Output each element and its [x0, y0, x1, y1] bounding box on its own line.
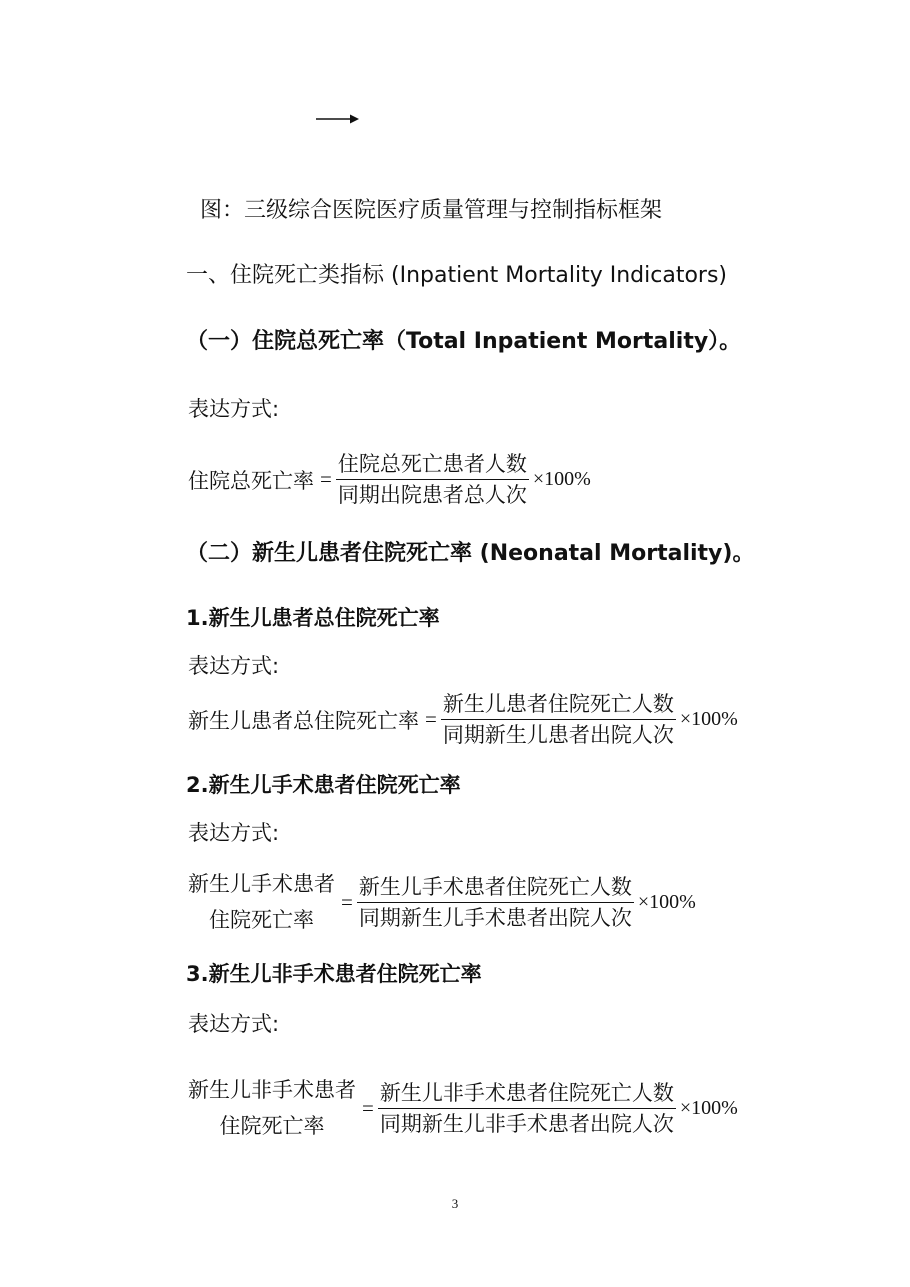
formula-neonatal-surgical-mortality: [188, 866, 696, 938]
expression-label: 表达方式:: [188, 1012, 280, 1036]
formula-fraction: [336, 449, 529, 510]
formula-lhs: [188, 1072, 356, 1144]
formula-lhs: 住院总死亡率: [188, 468, 314, 493]
expression-label: 表达方式:: [188, 654, 280, 678]
formula-denominator: 同期新生儿手术患者出院人次: [358, 905, 632, 930]
formula-lhs: 新生儿患者总住院死亡率: [188, 708, 419, 733]
subsection-heading-neonatal-mortality: （二）新生儿患者住院死亡率 (Neonatal Mortality)。: [186, 541, 755, 566]
formula-multiplier: ×100%: [679, 708, 738, 730]
formula-neonatal-nonsurgical-mortality: [188, 1072, 738, 1144]
formula-multiplier: ×100%: [679, 1096, 738, 1119]
formula-equals: =: [341, 889, 353, 914]
formula-lhs-line1: 新生儿非手术患者: [188, 1078, 356, 1102]
formula-denominator: 同期新生儿患者出院人次: [442, 723, 674, 747]
formula-numerator: 住院总死亡患者人数: [337, 452, 527, 476]
figure-caption: 图：三级综合医院医疗质量管理与控制指标框架: [200, 198, 663, 223]
item-heading-3: 3.新生儿非手术患者住院死亡率: [186, 962, 482, 986]
formula-equals: =: [425, 707, 437, 731]
formula-numerator: 新生儿非手术患者住院死亡人数: [379, 1080, 674, 1105]
formula-total-mortality: [188, 449, 591, 510]
formula-equals: =: [362, 1095, 374, 1120]
formula-numerator: 新生儿患者住院死亡人数: [442, 692, 674, 716]
formula-denominator: 同期出院患者总人次: [337, 483, 527, 507]
formula-multiplier: ×100%: [637, 890, 696, 913]
formula-fraction: [441, 689, 676, 750]
expression-label: 表达方式:: [188, 397, 280, 421]
formula-equals: =: [320, 467, 332, 491]
expression-label: 表达方式:: [188, 821, 280, 845]
subsection-heading-total-mortality: （一）住院总死亡率（Total Inpatient Mortality）。: [186, 329, 742, 354]
formula-multiplier: ×100%: [532, 468, 591, 490]
formula-denominator: 同期新生儿非手术患者出院人次: [379, 1111, 674, 1136]
formula-lhs-line1: 新生儿手术患者: [188, 872, 335, 896]
arrow-right-icon: [316, 112, 360, 126]
item-heading-1: 1.新生儿患者总住院死亡率: [186, 606, 440, 630]
formula-neonatal-total-mortality: [188, 689, 738, 750]
formula-lhs-line2: 住院死亡率: [219, 1114, 325, 1138]
formula-fraction: [357, 872, 634, 933]
formula-fraction: [378, 1078, 676, 1139]
item-heading-2: 2.新生儿手术患者住院死亡率: [186, 773, 461, 797]
section-heading: 一、住院死亡类指标 (Inpatient Mortality Indicators): [186, 263, 728, 288]
page-number: 3: [451, 1196, 459, 1211]
formula-lhs-line2: 住院死亡率: [209, 908, 314, 932]
formula-numerator: 新生儿手术患者住院死亡人数: [358, 874, 632, 899]
formula-lhs: [188, 866, 335, 938]
